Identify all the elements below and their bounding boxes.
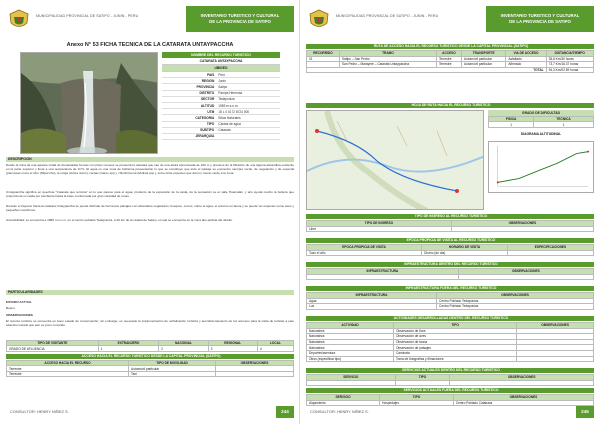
page-number: 245 (576, 406, 594, 418)
table-row (307, 304, 594, 310)
right-page (300, 0, 600, 424)
table-cell: 35,8 Km/30 horas (546, 56, 593, 62)
ficha-value: Caídas de agua (218, 122, 241, 127)
ficha-key: UTM (207, 109, 215, 114)
table-cell: Agua (307, 298, 437, 304)
table-cell: 4 (257, 346, 293, 351)
table-cell: Alojamiento (307, 400, 380, 406)
resource-name: CATARATA UNTAYPACCHA (162, 58, 280, 65)
season-body (307, 250, 594, 256)
difficulty-table (488, 116, 594, 128)
difficulty-title: GRADO DE DIFICULTAD (488, 110, 594, 116)
altitude-title: DIAGRAMA ALTITUDINAL (520, 131, 562, 136)
table-header-cell: REGIONAL (208, 341, 257, 346)
infra-outside-table (306, 292, 594, 310)
services-inside-body (307, 380, 594, 386)
access-table (6, 360, 294, 377)
route-total-label: TOTAL (307, 67, 547, 73)
access-body (7, 366, 294, 377)
table-cell: Observación de flora (394, 328, 517, 334)
table-cell (451, 226, 593, 232)
table-header-cell: SERVICIO (307, 375, 396, 381)
table-cell: 3 (208, 346, 257, 351)
table-cell: Libre (307, 226, 452, 232)
ficha-value: Sitios Naturales (218, 115, 241, 120)
table-header-cell: OBSERVACIONES (517, 323, 594, 329)
ficha-key: PROVINCIA (196, 84, 215, 89)
table-cell: Automóvil particular (462, 62, 506, 68)
ficha-value: Catarata (218, 128, 231, 133)
services-outside-bar: SERVICIOS ACTUALES FUERA DEL RECURSO TURISTICO (306, 388, 594, 393)
activities-bar: ACTIVIDADES DESARROLLADAS DENTRO DEL RECURSO TURISTICO (306, 316, 594, 321)
table-cell (395, 380, 450, 386)
ficha-value: 18 L 0 0172 8724 000 (218, 109, 250, 114)
resource-name-header: NOMBRE DEL RECURSO TURISTICO (162, 52, 280, 58)
ficha-key: SECTOR (201, 97, 215, 102)
table-header-cell: TIPO DE MOVILIDAD (129, 361, 216, 366)
table-cell: Naturaleza (307, 345, 394, 351)
table-cell (450, 380, 594, 386)
infra-outside-body (307, 298, 594, 309)
services-outside-body (307, 400, 594, 406)
ficha-key: DISTRITO (199, 91, 215, 96)
table-cell: Terrestre (436, 56, 461, 62)
ficha-value: Junín (218, 78, 227, 83)
table-header-cell: ESPECIFICACIONES (507, 245, 593, 251)
description-p2: Untaypaccha significa en quechua "Catarata que termina" en lo que parece para el agua, producto de la expansión de la caída, de la sensación se el valle Huamalán, y ello ayuda mucho la belleza que proporciona su caída por pendiente hasta la base conformada por gran cantidad de rocas. (6, 190, 294, 199)
state-value: Bueno (6, 306, 15, 310)
state-header: ESTADO ACTUAL (6, 300, 33, 304)
difficulty-technical-value: 1 (534, 122, 594, 127)
table-header-cell: TIPO (380, 395, 454, 401)
table-cell: Observación de fauna (394, 339, 517, 345)
activities-body (307, 328, 594, 362)
description-p4: Accesibilidad: se encuentra a 1989 m.s.n.m. en el centro poblado Tedaponiza, a 20 km de la ciudad de Satipo, el cual se encuentra en la zona alto-andina del distrito. (6, 218, 233, 222)
table-cell: Observación de paisajes (394, 345, 517, 351)
page-footer (6, 406, 294, 418)
table-header-cell: OBSERVACIONES (450, 375, 594, 381)
table-header-cell: OBSERVACIONES (216, 361, 294, 366)
table-cell: Luz (307, 304, 437, 310)
table-header-cell: LOCAL (257, 341, 293, 346)
table-row (307, 274, 594, 280)
annex-title: Anexo N° 53 FICHA TECNICA DE LA CATARATA UNTAYPACCHA (66, 42, 234, 48)
season-table (306, 244, 594, 256)
visitor-type-body (7, 346, 294, 351)
infra-inside-body (307, 274, 594, 280)
table-header-cell: VIA DE ACCESO (506, 51, 546, 57)
table-cell: Asfaltado (506, 56, 546, 62)
entry-table (306, 220, 594, 232)
table-header-cell: OBSERVACIONES (458, 269, 593, 275)
municipality-label: MUNICIPALIDAD PROVINCIAL DE SATIPO - JUNIN - PERU (336, 14, 439, 18)
table-header-cell: SERVICIO (307, 395, 380, 401)
infra-inside-table (306, 268, 594, 280)
particularities-header: PARTICULARIDADES (6, 290, 294, 295)
ficha-key: SUBTIPO (200, 128, 215, 133)
table-cell: Taxi (129, 371, 216, 376)
table-cell: 73,7 Km/16.37 horas (546, 62, 593, 68)
season-header-row (307, 245, 594, 251)
table-cell: Terrestre (7, 371, 129, 376)
table-cell: GRADO DE AFLUENCIA (7, 346, 99, 351)
table-header-cell: OBSERVACIONES (451, 221, 593, 227)
ficha-row (162, 134, 280, 140)
waterfall-photo (20, 52, 158, 154)
table-cell: Automóvil particular (462, 56, 506, 62)
technical-sheet (162, 52, 280, 140)
banner-line-1: INVENTARIO TURISTICO Y CULTURAL (500, 13, 580, 18)
ficha-value: Perú (218, 72, 225, 77)
table-header-cell: DISTANCIA/TIEMPO (546, 51, 593, 57)
ficha-key: TIPO (206, 122, 215, 127)
table-cell: Terrestre (7, 366, 129, 371)
activities-table (306, 322, 594, 362)
table-row (7, 371, 294, 376)
ficha-value: Pampa Hermosa (218, 91, 243, 96)
table-row (307, 62, 594, 68)
municipal-crest-icon (8, 9, 30, 31)
table-cell: 2 (159, 346, 208, 351)
route-bar: RUTA DE ACCESO HACIA EL RECURSO TURISTICO DESDE LA CAPITAL PROVINCIAL (SATIPO) (306, 44, 594, 49)
page-number: 244 (276, 406, 294, 418)
difficulty-physical-value: 1 (489, 122, 534, 127)
difficulty-technical-label: TECNICA (534, 117, 594, 122)
municipal-crest-icon (308, 9, 330, 31)
observations-header: OBSERVACIONES (6, 313, 33, 317)
table-cell: Observación de aves (394, 334, 517, 340)
table-cell (216, 371, 294, 376)
table-row (307, 56, 594, 62)
services-outside-table (306, 394, 594, 406)
table-row (307, 380, 594, 386)
table-header-cell: TIPO DE INGRESO (307, 221, 452, 227)
ficha-value: 1989 m.s.n.m. (218, 103, 239, 108)
route-total-value: 94,3 Km/02.59 horas (546, 67, 593, 73)
ficha-value: Tedaponiza (218, 97, 235, 102)
inventory-banner (486, 6, 594, 32)
table-cell: Afirmado (506, 62, 546, 68)
infra-outside-bar: INFRAESTRUCTURA FUERA DEL RECURSO TURISTICO (306, 286, 594, 291)
ficha-key: ALTITUD (200, 103, 215, 108)
table-cell: 01 (307, 56, 340, 62)
description-p1: Desde la zona de una agreste mitad de demasiadas formas con pisos rocosos se presenta la catarata que cae de una altura aproximada de 100 m y proviene de la filtración de una laguna altoandina existente en la parte superior y llena a una temperatura de 11°C. El agua es una zona de bellísima presentación lo que se constituye que todo el paisaje se encuentre siempre verde, de vegetación y de especial gramíneas como el ichu (Stipa ichu), la ortiga (Urtica urens), carpas (Carex spp.), chinchircuma (Mutisia spp.), entre otras especies que dan un manto verde a la zona. (6, 163, 294, 176)
visitor-type-table (6, 340, 294, 352)
route-body (307, 56, 594, 73)
table-cell: Terrestre (436, 62, 461, 68)
table-cell: 1 (98, 346, 159, 351)
route-sheet-bar: HOJA DE RUTA HACIA EL RECURSO TURISTICO (306, 103, 594, 108)
observations-text: El recurso turístico se encuentra en buen estado de conservación; sin embargo, es necesario la implementación de señalización turística y acondicionamiento de los accesos para la visita de turistas a este atractivo natural que aún es poco conocido. (6, 319, 294, 328)
table-header-cell: INFRAESTRUCTURA (307, 293, 437, 299)
table-row (307, 356, 594, 362)
table-header-cell: EPOCA PROPICIA DE VISITA (307, 245, 422, 251)
table-cell (307, 274, 459, 280)
table-cell: San Pedro – Marayme – Catarata Untaypaccha (339, 62, 436, 68)
table-cell: Centro Poblado Tedaponiza (437, 304, 594, 310)
route-total-row (307, 67, 594, 73)
entry-body (307, 226, 594, 232)
table-cell: Deportes/aventura (307, 350, 394, 356)
banner-line-2: DE LA PROVINCIA DE SATIPO (209, 19, 271, 24)
banner-line-1: INVENTARIO TURISTICO Y CULTURAL (200, 13, 280, 18)
table-row (307, 250, 594, 256)
municipality-label: MUNICIPALIDAD PROVINCIAL DE SATIPO - JUNIN - PERU (36, 14, 139, 18)
table-header-cell: RECORRIDO (307, 51, 340, 57)
table-header-cell: TRANSPORTE (462, 51, 506, 57)
table-header-cell: EXTRANJERO (98, 341, 159, 346)
table-cell: Automóvil particular (129, 366, 216, 371)
ubigeo-header: UBIGEO (162, 65, 280, 72)
difficulty-physical-label: FISICA (489, 117, 534, 122)
description-header: DESCRIPCION (6, 157, 294, 162)
access-bar: ACCESO HACIA EL RECURSO TURISTICO DESDE LA CAPITAL PROVINCIAL (SATIPO) (6, 354, 294, 359)
table-row (307, 400, 594, 406)
table-header-cell: TRAMO (339, 51, 436, 57)
table-cell: Naturaleza (307, 339, 394, 345)
table-header-cell: ACCESO HACIA EL RECURSO (7, 361, 129, 366)
route-map-image (307, 111, 484, 210)
page-footer (306, 406, 594, 418)
banner-line-2: DE LA PROVINCIA DE SATIPO (509, 19, 571, 24)
description-p3: Durante el trayecto hacia la catarata Untaypaccha se puede disfrutar de hermosos paisajes con abundante vegetación, bosques, cerros, sobre el agua, el entorno en fauna y se puede ver especies como aves y pequeños mamíferos. (6, 204, 294, 213)
entry-bar: TIPO DE INGRESO AL RECURSO TURISTICO (306, 214, 594, 219)
table-cell (307, 380, 396, 386)
table-header-cell: ACCESO (436, 51, 461, 57)
table-header-cell: TIPO (395, 375, 450, 381)
season-bar: EPOCA PROPICIA DE VISITA AL RECURSO TURISTICO (306, 238, 594, 243)
table-cell: Caminata (394, 350, 517, 356)
table-cell: Hospedajes (380, 400, 454, 406)
route-map (306, 110, 484, 210)
services-inside-bar: SERVICIOS ACTUALES DENTRO DEL RECURSO TURISTICO (306, 368, 594, 373)
table-cell: Diurno (de día) (422, 250, 508, 256)
inventory-banner (186, 6, 294, 32)
table-cell: Centro Poblado Tedaponiza (437, 298, 594, 304)
table-row (307, 226, 594, 232)
ficha-key: CATEGORIA (195, 115, 215, 120)
table-cell: Centro Poblado Calabaza (453, 400, 593, 406)
table-header-cell: OBSERVACIONES (453, 395, 593, 401)
table-header-cell: TIPO (394, 323, 517, 329)
services-inside-table (306, 374, 594, 386)
table-cell: Otros (especificar tipo) (307, 356, 394, 362)
route-table (306, 50, 594, 73)
table-cell: Toma de fotografías y filmaciones (394, 356, 517, 362)
table-header-cell: NACIONAL (159, 341, 208, 346)
difficulty-panel (488, 110, 594, 198)
table-cell: Todo el año (307, 250, 422, 256)
table-row (7, 346, 294, 351)
table-header-cell: OBSERVACIONES (437, 293, 594, 299)
ficha-value: Satipo (218, 84, 228, 89)
table-cell: Naturaleza (307, 334, 394, 340)
page-header (306, 6, 594, 36)
ficha-key: REGION (201, 78, 215, 83)
page-header (6, 6, 294, 36)
table-header-cell: TIPO DE VISITANTE (7, 341, 99, 346)
infra-inside-bar: INFRAESTRUCTURA DENTRO DEL RECURSO TURISTICO (306, 262, 594, 267)
table-cell (517, 356, 594, 362)
altitude-diagram (488, 141, 594, 193)
ficha-key: JERARQUIA (195, 134, 215, 139)
table-cell (458, 274, 593, 280)
table-cell (507, 250, 593, 256)
consultant-label: CONSULTOR: HENRY NIÑEZ S. (310, 409, 369, 414)
table-cell: Naturaleza (307, 328, 394, 334)
table-header-cell: ACTIVIDAD (307, 323, 394, 329)
table-cell: Satipo – San Pedro (339, 56, 436, 62)
consultant-label: CONSULTOR: HENRY NIÑEZ S. (10, 409, 69, 414)
ficha-key: PAIS (207, 72, 215, 77)
waterfall-image (21, 53, 158, 154)
table-header-cell: HORARIO DE VISITA (422, 245, 508, 251)
table-header-cell: INFRAESTRUCTURA (307, 269, 459, 275)
ficha-rows (162, 72, 280, 140)
